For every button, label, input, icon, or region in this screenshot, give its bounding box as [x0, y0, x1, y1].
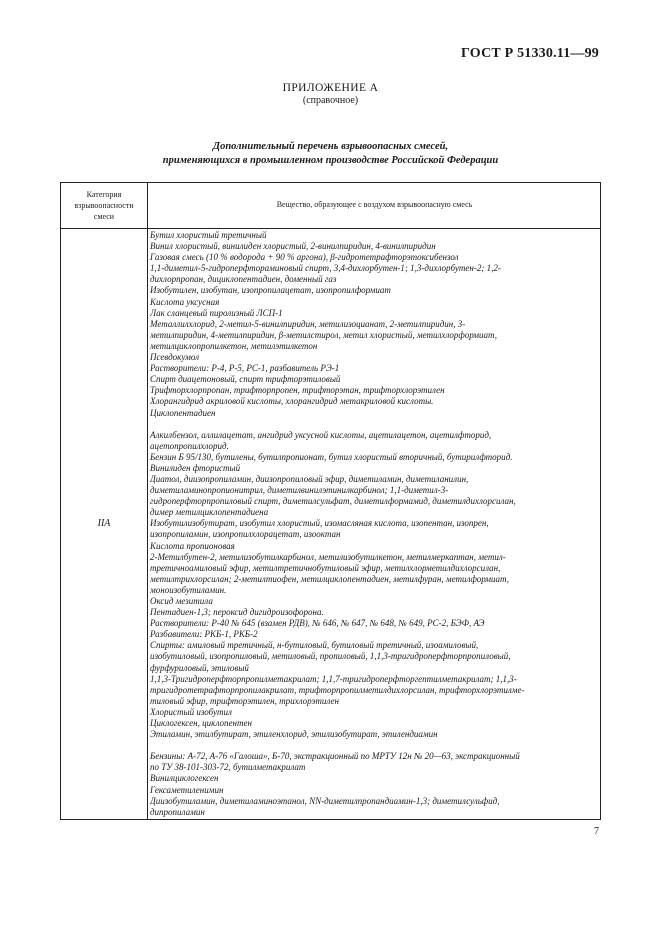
substance-line: Растворители: Р-4, Р-5, РС-1, разбавитель РЭ-1 [150, 363, 340, 374]
substance-line: ацетопропилхлорид. [150, 440, 229, 451]
substance-line: диметиламинопропионитрил, диметилвинилэтинилкарбинол; 1,1-диметил-3- [150, 485, 449, 496]
substance-line: изобутиловый, изопропиловый, метиловый, пропиловый, 1,1,3-тригидроперфторпропиловый, [150, 651, 511, 662]
substance-line: Бензины: А-72, А-76 «Галоша», Б-70, экстракционный по МРТУ 12н № 20—63, экстракционный [150, 751, 520, 762]
substance-line: тиловый эфир, трифторэтилен, трихлорэтилен [150, 695, 339, 706]
substance-line: Хлористый изобутил [150, 706, 232, 717]
page-number: 7 [594, 826, 599, 837]
substance-line: Изобутилен, изобутан, изопропилацетат, изопропилформиат [150, 285, 391, 296]
category-column-header [61, 189, 147, 222]
substance-line: метилциклопропилкетон, метилэтилкетон [150, 340, 318, 351]
document-title-line-2: применяющихся в промышленном производстве Российской Федерации [162, 155, 499, 166]
document-title-line-1: Дополнительный перечень взрывоопасных смесей, [212, 141, 449, 152]
substance-list [150, 230, 598, 818]
substance-line: Гексаметиленимин [150, 784, 224, 795]
substance-column-header: Вещество, образующее с воздухом взрывоопасную смесь [276, 200, 473, 209]
substance-line: Винилиден фтористый [150, 462, 241, 473]
appendix-subtitle: (справочное) [302, 95, 359, 106]
substance-line: Диизобутиламин, диметиламиноэтанол, NN-диметилпропандиамин-1,3; диметилсульфид, [150, 795, 500, 806]
substance-line: Кислота уксусная [150, 296, 220, 307]
substance-line: Диатол, диизопропиламин, диизопропиловый эфир, диметиламин, диметиланилин, [150, 473, 469, 484]
substance-line: Кислота пропионовая [150, 540, 235, 551]
substance-line: 1,1,3-Тригидроперфторпропилметакрилат; 1,1,7-тригидроперфторгептилметакрилат; 1,1,3- [150, 673, 517, 684]
substance-line: Циклогексен, циклопентен [150, 718, 252, 729]
substance-line: Пентадиен-1,3; пероксид дигидроизофорона. [150, 607, 324, 618]
substance-line: третичноамиловый эфир, метилтретичнобутиловый эфир, метилхлорметилдихлорсилан, [150, 562, 501, 573]
substance-line: Хлорангидрид акриловой кислоты, хлорангидрид метакриловой кислоты. [150, 396, 434, 407]
substance-line: Бензин Б 95/130, бутилены, бутилпропионат, бутил хлористый вторичный, бутирилфторид. [150, 451, 513, 462]
substance-line: изопропиламин, изопропилхлорацетат, изооктан [150, 529, 341, 540]
category-header-line: взрывоопасности [74, 201, 134, 210]
document-title [0, 140, 661, 168]
substance-line: по ТУ 38-101-303-72, бутилметакрилат [150, 762, 306, 773]
substance-line: 2-Метилбутен-2, метилизобутилкарбинол, метилизобутилкетон, метилмеркаптан, метил- [150, 551, 506, 562]
substance-line: Алкилбензол, аллилацетат, ангидрид уксусной кислоты, ацетилацетон, ацетилфторид, [150, 429, 492, 440]
substance-line: Газовая смесь (10 % водорода + 90 % аргона), β-гидротетрафторэтоксибензол [150, 252, 459, 263]
substance-line: димер метилциклопентадиена [150, 507, 269, 518]
substance-line: Металлилхлорид, 2-метил-5-винилпиридин, метилизоцианат, 2-метилпиридин, 3- [150, 318, 466, 329]
standard-code: ГОСТ Р 51330.11—99 [461, 46, 599, 61]
substance-line: Циклопентадиен [150, 407, 216, 418]
mixtures-table [60, 182, 601, 820]
table-header [61, 183, 600, 229]
substance-line: Спирты: амиловый третичный, н-бутиловый, бутиловый третичный, изоамиловый, [150, 640, 479, 651]
substance-line: Лак сланцевый пиролизный ЛСП-1 [150, 307, 283, 318]
category-header-line: Категория [86, 190, 122, 199]
column-divider [147, 183, 148, 819]
substance-line: Винилциклогексен [150, 773, 219, 784]
substance-line: Псевдокумол [150, 352, 200, 363]
substance-line: Бутил хлористый третичный [150, 230, 267, 240]
category-value: IIА [97, 518, 111, 529]
substance-line: Изобутилизобутират, изобутил хлористый, изомасляная кислота, изопентан, изопрен, [150, 518, 489, 529]
appendix-title: ПРИЛОЖЕНИЕ А [282, 82, 379, 94]
substance-line: метилпиридин, 4-метилпиридин, β-метилстирол, метил хлористый, метилхлорформиат, [150, 329, 497, 340]
substance-line: дихлорпропан, дициклопентадиен, доменный газ [150, 274, 337, 285]
substance-line: Оксид мезитила [150, 596, 213, 606]
substance-line: гидроперфторпропиловый спирт, диметилсульфат, диметилформамид, диметилдихлорсилан, [150, 496, 516, 507]
substance-line: Трифторхлорпропан, трифторпропен, трифторэтан, трифторхлорэтилен [150, 385, 445, 396]
substance-line: дипропиламин [150, 806, 205, 817]
category-header-line: смеси [93, 212, 115, 221]
substance-line: тригидротетрафторпропилакрилат, трифторпропилметилдихлорсилан, трифторхлорэтилме- [150, 684, 525, 695]
substance-line: Разбавители: РКБ-1, РКБ-2 [150, 629, 258, 640]
substance-line: метилтрихлорсилан; 2-метилтиофен, метилциклопентадиен, метилфуран, метилформиат, [150, 573, 510, 584]
substance-line: фурфуриловый, этиловый [150, 662, 249, 673]
substance-line: Винил хлористый, винилиден хлористый, 2-винилпиридин, 4-винилпиридин [150, 241, 436, 252]
substance-line: Растворители: Р-40 № 645 (взамен РДВ), № 646, № 647, № 648, № 649, РС-2, БЭФ, АЭ [150, 618, 485, 629]
substance-line: Этиламин, этилбутират, этиленхлорид, этилизобутират, этилендиамин [150, 729, 438, 740]
substance-line: 1,1-диметил-5-гидроперфтораминовый спирт, 3,4-дихлорбутен-1; 1,3-дихлорбутен-2; 1,2- [150, 263, 501, 274]
substance-line: Спирт диацетоновый, спирт трифторэтиловый [150, 374, 341, 385]
substance-line: моноизобутиламин. [150, 584, 227, 595]
